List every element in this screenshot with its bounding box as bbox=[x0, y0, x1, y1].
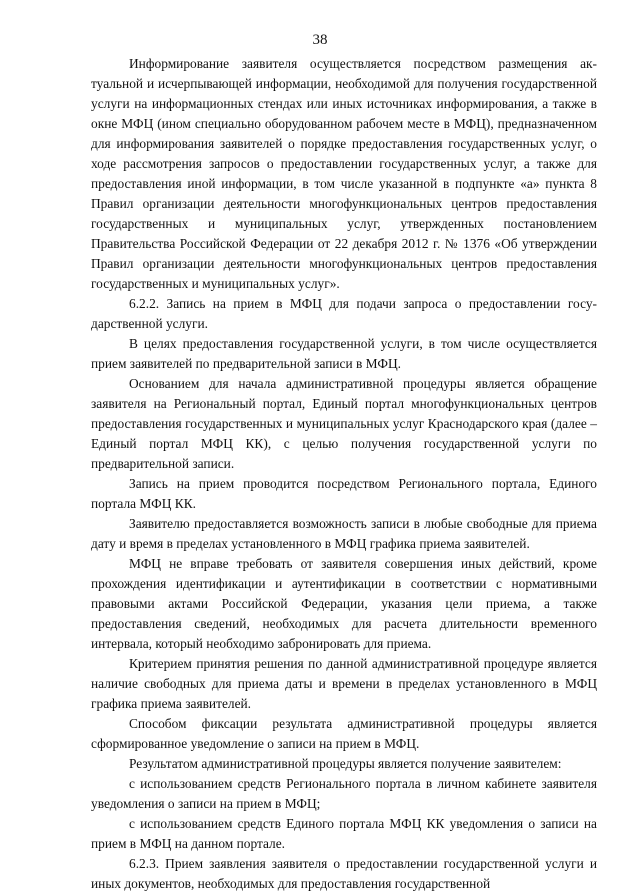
paragraph-free-date-time: Заявителю предоставляется возможность записи в любые свободные для приема дату и время в пределах установленного в МФЦ графика приема заявителей. bbox=[91, 516, 597, 551]
document-body bbox=[91, 54, 597, 894]
paragraph-decision-criterion: Критерием принятия решения по данной административной процедуре является наличие свободных для приема даты и времени в пределах установленного в МФЦ графика приема заявителей. bbox=[91, 656, 597, 711]
page-number: 38 bbox=[312, 32, 328, 48]
paragraph-6-2-2-heading: 6.2.2. Запись на прием в МФЦ для подачи запроса о предоставлении государственной услуги. bbox=[91, 296, 597, 331]
list-item-regional-portal: с использованием средств Регионального портала в личном кабинете заявителя уведомления о записи на прием в МФЦ; bbox=[91, 776, 597, 811]
paragraph-procedure-result: Результатом административной процедуры является получение заявителем: bbox=[129, 756, 562, 771]
paragraph-preliminary-appointment: В целях предоставления государственной услуги, в том числе осуществляется прием заявителей по предварительной записи в МФЦ. bbox=[91, 336, 597, 371]
paragraph-appointment-via-portals: Запись на прием проводится посредством Регионального портала, Единого портала МФЦ КК. bbox=[91, 476, 597, 511]
paragraph-result-recording: Способом фиксации результата административной процедуры является сформированное уведомление о записи на прием в МФЦ. bbox=[91, 716, 597, 751]
list-item-mfc-kk-portal: с использованием средств Единого портала МФЦ КК уведомления о записи на прием в МФЦ на данном портале. bbox=[91, 816, 597, 851]
paragraph-procedure-basis: Основанием для начала административной процедуры является обращение заявителя на Региональный портал, Единый портал многофункциональных центров предоставления государственных и муниципальных услуг Краснодарского края (далее – Единый портал МФЦ КК), с целью получения государственной услуги по предварительной записи. bbox=[91, 376, 597, 471]
paragraph-informing-applicant: Информирование заявителя осуществляется посредством размещения актуальной и исчерпывающей информации, необходимой для получения государственной услуги на информационных стендах или иных источниках информирования, а также в окне МФЦ (ином специально оборудованном рабочем месте в МФЦ), предназначенном для информирования заявителей о порядке предоставления государственных услуг, о ходе рассмотрения запросов о предоставлении государственных услуг, а также для предоставления иной информации, в том числе указанной в подпункте «а» пункта 8 Правил организации деятельности многофункциональных центров предоставления государственных и муниципальных услуг, утвержденных постановлением Правительства Российской Федерации от 22 декабря 2012 г. № 1376 «Об утверждении Правил организации деятельности многофункциональных центров предоставления государственных и муниципальных услуг». bbox=[91, 56, 597, 291]
paragraph-mfc-restrictions: МФЦ не вправе требовать от заявителя совершения иных действий, кроме прохождения идентификации и аутентификации в соответствии с нормативными правовыми актами Российской Федерации, указания цели приема, а также предоставления сведений, необходимых для расчета длительности временного интервала, который необходимо забронировать для приема. bbox=[91, 556, 597, 651]
paragraph-6-2-3-heading: 6.2.3. Прием заявления заявителя о предоставлении государственной услуги и иных документов, необходимых для предоставления государственной bbox=[91, 856, 597, 891]
